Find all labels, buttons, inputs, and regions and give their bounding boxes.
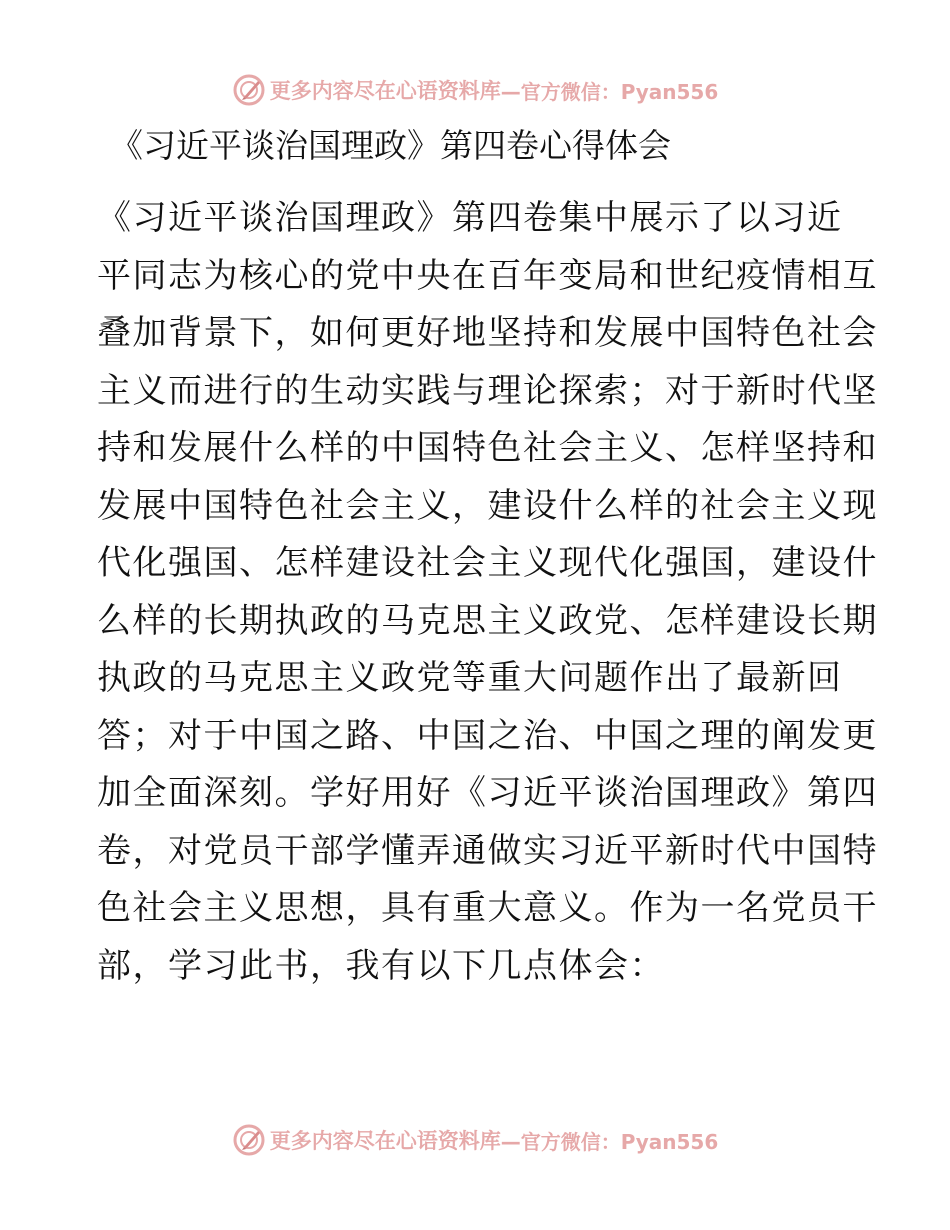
body-line: 部，学习此书，我有以下几点体会： bbox=[97, 945, 665, 986]
body-line: 《习近平谈治国理政》第四卷集中展示了以习近 bbox=[97, 198, 843, 238]
watermark-contact-text: —官方微信：Pyan556 bbox=[500, 79, 719, 104]
body-line: 色社会主义思想，具有重大意义。作为一名党员干 bbox=[97, 888, 878, 928]
watermark-brand-text: 更多内容尽在心语资料库 bbox=[269, 1128, 501, 1153]
body-line: 叠加背景下，如何更好地坚持和发展中国特色社会 bbox=[97, 313, 878, 353]
footer-watermark bbox=[0, 1120, 950, 1160]
pen-seal-icon bbox=[232, 73, 266, 107]
body-line: 主义而进行的生动实践与理论探索；对于新时代坚 bbox=[97, 370, 878, 411]
body-line: 执政的马克思主义政党等重大问题作出了最新回 bbox=[97, 658, 843, 698]
body-line: 发展中国特色社会主义，建设什么样的社会主义现 bbox=[97, 485, 878, 526]
body-line: 持和发展什么样的中国特色社会主义、怎样坚持和 bbox=[97, 428, 878, 468]
body-line: 卷，对党员干部学懂弄通做实习近平新时代中国特 bbox=[97, 830, 878, 871]
watermark-contact-text: —官方微信：Pyan556 bbox=[500, 1129, 719, 1154]
header-watermark bbox=[0, 70, 950, 110]
body-line: 代化强国、怎样建设社会主义现代化强国，建设什 bbox=[97, 543, 878, 583]
document-body bbox=[97, 190, 878, 995]
body-line: 么样的长期执政的马克思主义政党、怎样建设长期 bbox=[97, 600, 878, 641]
document-title: 《习近平谈治国理政》第四卷心得体会 bbox=[110, 126, 671, 165]
pen-seal-icon bbox=[232, 1123, 266, 1157]
body-line: 平同志为核心的党中央在百年变局和世纪疫情相互 bbox=[97, 255, 878, 296]
body-line: 答；对于中国之路、中国之治、中国之理的阐发更 bbox=[97, 715, 878, 756]
watermark-brand-text: 更多内容尽在心语资料库 bbox=[269, 78, 501, 103]
body-line: 加全面深刻。学好用好《习近平谈治国理政》第四 bbox=[97, 773, 878, 813]
